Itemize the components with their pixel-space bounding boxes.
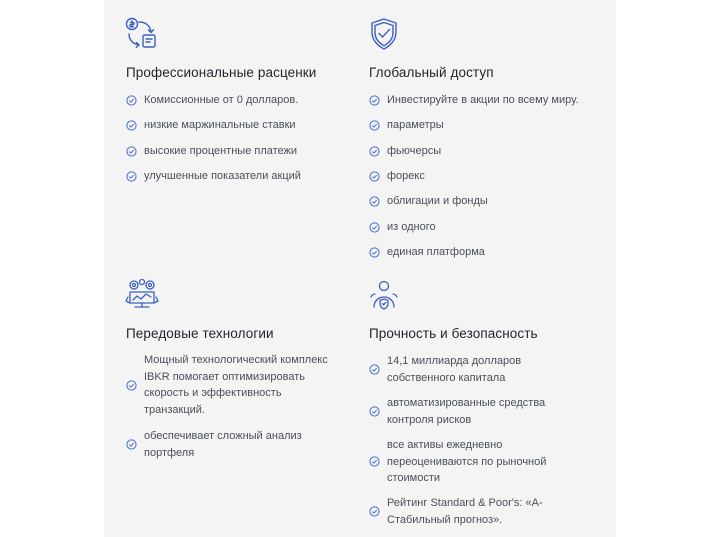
check-circle-icon: [126, 120, 137, 131]
list-item-text: параметры: [387, 119, 444, 131]
list-item: [369, 219, 436, 236]
list-item: [369, 353, 521, 386]
list-item: [369, 495, 543, 528]
check-circle-icon: [126, 171, 137, 182]
check-circle-icon: [369, 222, 380, 233]
check-circle-icon: [369, 146, 380, 157]
list-item: [369, 117, 444, 134]
secure-person-icon: [366, 277, 402, 313]
section-title-technology: Передовые технологии: [126, 326, 274, 341]
list-item: [369, 395, 545, 428]
check-circle-icon: [126, 439, 137, 450]
list-item: [126, 352, 328, 418]
list-item-text: Рейтинг Standard & Poor's: «A- Стабильный прогноз».: [387, 497, 543, 526]
list-item: [369, 168, 425, 185]
check-circle-icon: [369, 364, 380, 375]
list-item-text: из одного: [387, 221, 436, 233]
list-item-text: низкие маржинальные ставки: [144, 119, 296, 131]
list-item-text: улучшенные показатели акций: [144, 170, 301, 182]
list-item: [126, 143, 297, 160]
list-item-text: фьючерсы: [387, 145, 442, 157]
check-circle-icon: [369, 247, 380, 258]
list-item: [126, 92, 298, 109]
list-item-text: форекс: [387, 170, 425, 182]
list-item-text: автоматизированные средства контроля рисков: [387, 397, 546, 426]
list-item: [369, 193, 488, 210]
check-circle-icon: [369, 406, 380, 417]
shield-check-icon: [366, 16, 402, 52]
list-item: [126, 117, 296, 134]
list-item: [369, 143, 441, 160]
list-item-text: все активы ежедневно переоцениваются по рыночной стоимости: [387, 439, 547, 485]
list-item: [369, 437, 546, 487]
list-item: [126, 168, 301, 185]
check-circle-icon: [126, 146, 137, 157]
check-circle-icon: [369, 95, 380, 106]
check-circle-icon: [369, 196, 380, 207]
list-item: [369, 92, 579, 109]
check-circle-icon: [369, 171, 380, 182]
section-title-pricing: Профессиональные расценки: [126, 65, 317, 80]
list-item-text: облигации и фонды: [387, 195, 488, 207]
check-circle-icon: [126, 95, 137, 106]
gears-chart-icon: [124, 277, 160, 313]
check-circle-icon: [126, 380, 137, 391]
list-item-text: обеспечивает сложный анализ портфеля: [144, 430, 302, 459]
section-title-security: Прочность и безопасность: [369, 326, 538, 341]
list-item: [369, 244, 485, 261]
exchange-money-icon: [124, 16, 160, 52]
list-item: [126, 428, 302, 461]
check-circle-icon: [369, 456, 380, 467]
list-item-text: Мощный технологический комплекс IBKR помогает оптимизировать скорость и эффективность транзакций.: [144, 354, 328, 416]
list-item-text: единая платформа: [387, 246, 485, 258]
check-circle-icon: [369, 506, 380, 517]
section-title-global-access: Глобальный доступ: [369, 65, 494, 80]
list-item-text: высокие процентные платежи: [144, 145, 298, 157]
list-item-text: Комиссионные от 0 долларов.: [144, 94, 299, 106]
list-item-text: 14,1 миллиарда долларов собственного капитала: [387, 355, 522, 384]
list-item-text: Инвестируйте в акции по всему миру.: [387, 94, 579, 106]
check-circle-icon: [369, 120, 380, 131]
